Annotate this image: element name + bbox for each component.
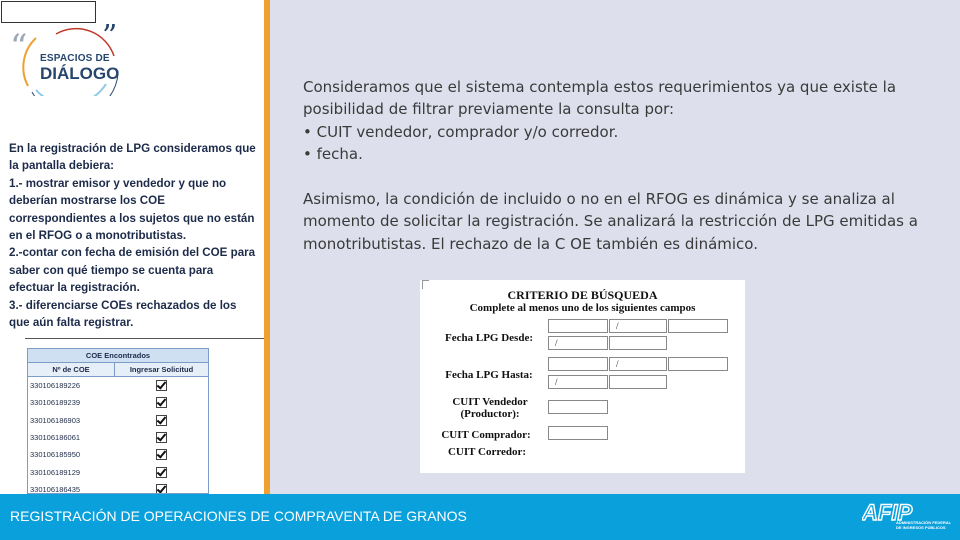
cuit-corredor-label: CUIT Corredor: [447,446,527,458]
checkbox-checked[interactable] [156,467,167,478]
coe-number: 330106189226 [30,381,81,391]
coe-table-header [28,363,208,377]
main-paragraph-2-block [303,188,918,255]
date-separator: / [555,377,558,387]
coe-number: 330106186061 [30,433,81,443]
close-quote-icon: ” [102,19,118,54]
checkbox-checked[interactable] [156,432,167,443]
checkbox-checked[interactable] [156,484,167,494]
coe-encontrados-table [27,348,209,494]
coe-number: 330106189129 [30,467,81,477]
fecha-desde-day-input[interactable] [548,319,608,333]
afip-wordmark [862,500,952,522]
afip-subtitle: ADMINISTRACIÓN FEDERAL DE INGRESOS PÚBLICOS [896,520,952,530]
criterio-busqueda-form [420,280,745,473]
checkbox-checked[interactable] [156,397,167,408]
afip-brand-text: AFIP [862,500,913,522]
afip-logo [862,500,952,536]
cuit-comprador-label: CUIT Comprador: [441,429,531,441]
separator-line [25,338,264,339]
fecha-desde-extra-input[interactable] [548,336,608,350]
coe-number: 330106189239 [30,398,81,408]
cuit-comprador-input[interactable] [548,426,608,440]
checkbox-checked[interactable] [156,380,167,391]
fecha-hasta-extra-input-2[interactable] [609,375,667,389]
main-paragraph-2: Asimismo, la condición de incluido o no en el RFOG es dinámica y se analiza al momento de solicitar la registración. Se analizará la restricción de LPG emitidas a monotributistas. El rechazo de la C OE también es dinámico. [303,190,918,253]
main-paragraph-1-block [303,76,918,165]
fecha-desde-year-input[interactable] [668,319,728,333]
footer-bar [0,494,960,540]
table-row [28,394,208,411]
checkbox-checked[interactable] [156,415,167,426]
table-row [28,481,208,494]
date-separator: / [616,359,619,369]
left-paragraph: 1.- mostrar emisor y vendedor y que no deberían mostrarse los COE correspondientes a los sujetos que no están en el RFOG o a monotributistas. [9,176,255,243]
checkbox-checked[interactable] [156,449,167,460]
table-row [28,377,208,394]
bullet-item: • fecha. [303,144,363,163]
blank-box [1,1,96,23]
col-header-coe: Nº de COE [28,363,115,376]
table-row [28,412,208,429]
fecha-desde-label: Fecha LPG Desde: [445,332,533,344]
fecha-desde-extra-input-2[interactable] [609,336,667,350]
coe-table-title: COE Encontrados [28,349,208,363]
coe-number: 330106186903 [30,415,81,425]
logo-line-1: ESPACIOS DE [40,53,110,64]
left-paragraph: En la registración de LPG consideramos que la pantalla debiera: [9,142,256,173]
fecha-hasta-year-input[interactable] [668,357,728,371]
main-paragraph-1: Consideramos que el sistema contempla estos requerimientos ya que existe la posibilidad de filtrar previamente la consulta por: [303,78,897,119]
date-separator: / [555,338,558,348]
logo-line-2: DIÁLOGO [40,64,120,83]
date-separator: / [616,321,619,331]
espacios-de-dialogo-logo [6,19,126,96]
form-title: CRITERIO DE BÚSQUEDA [507,288,658,302]
open-quote-icon: “ [10,27,28,67]
form-subtitle: Complete al menos uno de los siguientes campos [469,302,696,314]
coe-number: 330106185950 [30,450,81,460]
bullet-item: • CUIT vendedor, comprador y/o corredor. [303,122,619,141]
fecha-hasta-month-input[interactable] [609,357,667,371]
left-paragraph: 3.- diferenciarse COEs rechazados de los que aún falta registrar. [9,298,237,330]
table-row [28,429,208,446]
cuit-vendedor-input[interactable] [548,400,608,414]
left-requirements-text [9,140,259,331]
left-paragraph: 2.-contar con fecha de emisión del COE para saber con qué tiempo se cuenta para efectuar la registración. [9,246,256,295]
footer-title: REGISTRACIÓN DE OPERACIONES DE COMPRAVENTA DE GRANOS [10,508,467,524]
table-row [28,463,208,480]
cuit-vendedor-label: CUIT Vendedor (Productor): [452,396,528,420]
col-header-solicitud: Ingresar Solicitud [129,365,194,374]
fecha-hasta-day-input[interactable] [548,357,608,371]
coe-number: 330106186435 [30,484,81,494]
fecha-hasta-extra-input[interactable] [548,375,608,389]
fecha-desde-month-input[interactable] [609,319,667,333]
table-row [28,446,208,463]
fecha-hasta-label: Fecha LPG Hasta: [445,369,533,381]
